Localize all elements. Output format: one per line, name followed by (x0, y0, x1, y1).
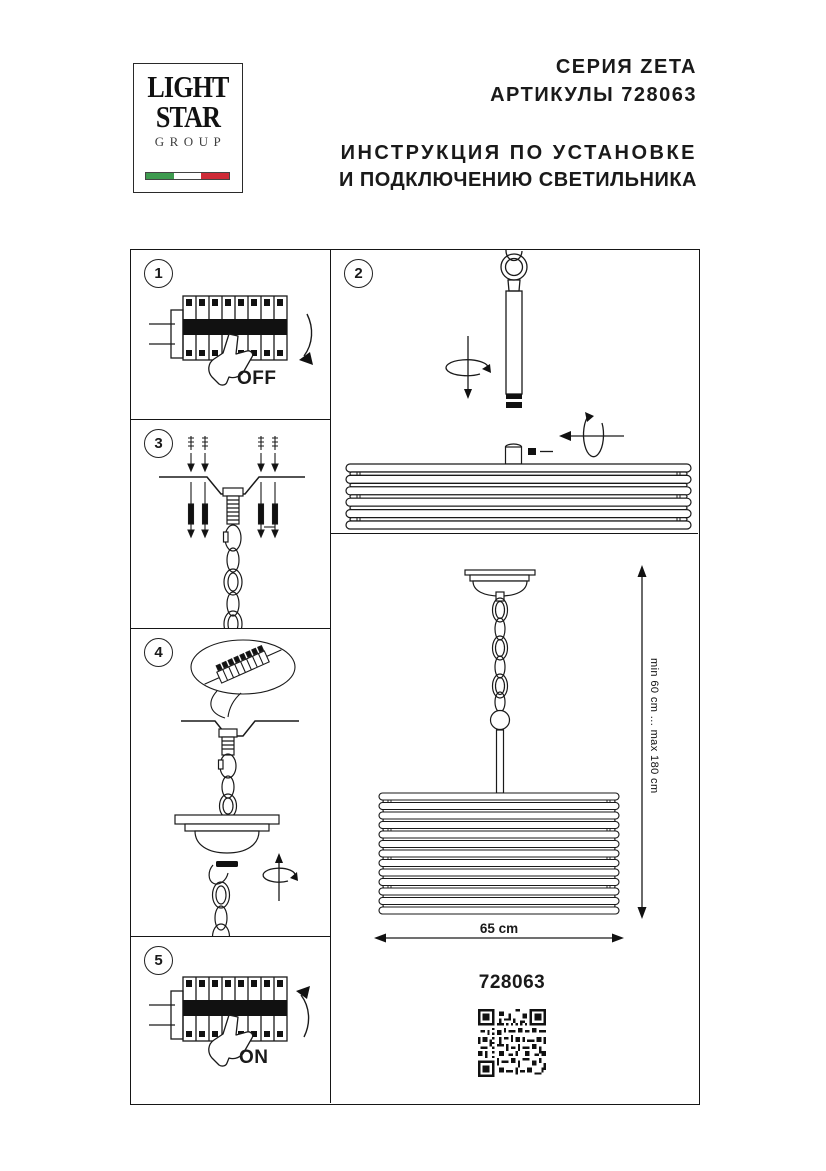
step-2-panel (331, 250, 698, 534)
height-range-label: min 60 cm ... max 180 cm (648, 658, 660, 794)
canopy-icon (465, 570, 535, 601)
terminal-block-icon (200, 639, 284, 690)
series-title: СЕРИЯ ZETA (555, 56, 697, 78)
logo-word-group: GROUP (154, 134, 227, 149)
instruction-grid (130, 249, 700, 1105)
pendant-lamp-illustration (331, 534, 698, 974)
step-1-panel (131, 250, 331, 420)
breaker-on-illustration (147, 967, 325, 1085)
louver-shade-icon (346, 464, 691, 529)
rotate-down-arrow-icon (304, 314, 312, 356)
rod-and-shade-assembly-illustration (331, 250, 698, 532)
step-3-badge: 3 (144, 429, 173, 458)
italian-flag-bar (145, 172, 230, 180)
doc-title-line2: И ПОДКЛЮЧЕНИЮ СВЕТИЛЬНИКА (338, 169, 697, 191)
on-label: ON (239, 1047, 269, 1068)
step-4-badge: 4 (144, 638, 173, 667)
step-4-panel (131, 629, 331, 937)
step-5-badge: 5 (144, 946, 173, 975)
rotate-up-arrow-icon (301, 995, 309, 1037)
off-label: OFF (237, 368, 277, 389)
set-screw-icon (506, 444, 554, 464)
logo-word-star: STAR (155, 99, 221, 134)
canopy-mounting-illustration (131, 629, 331, 936)
logo-word-light: LIGHT (147, 69, 229, 104)
step-3-panel (131, 420, 331, 629)
canopy-icon (175, 815, 279, 853)
ceiling-bracket-chain-illustration (131, 420, 331, 628)
flag-white-stripe (174, 173, 202, 179)
article-number: 728063 (478, 972, 546, 993)
suspension-rod-icon (501, 250, 527, 394)
doc-title-line1: ИНСТРУКЦИЯ ПО УСТАНОВКЕ (340, 142, 697, 164)
rotate-down-arrow-icon (446, 336, 491, 399)
insert-left-arrow-icon (559, 412, 624, 457)
lightstar-logo (133, 63, 243, 193)
product-dimensions-panel (331, 534, 698, 1103)
rotate-up-arrow-icon (263, 853, 298, 901)
height-dimension-arrow (638, 565, 647, 919)
louver-shade-icon (379, 793, 619, 914)
article-numbers: АРТИКУЛЫ 728063 (490, 84, 697, 106)
width-label: 65 cm (479, 921, 519, 936)
step-1-badge: 1 (144, 259, 173, 288)
flag-red-stripe (201, 173, 229, 179)
chain-icon (493, 598, 508, 712)
qr-code (478, 1009, 546, 1077)
breaker-off-illustration (147, 286, 325, 404)
step-2-badge: 2 (344, 259, 373, 288)
step-5-panel (131, 937, 331, 1103)
flag-green-stripe (146, 173, 174, 179)
